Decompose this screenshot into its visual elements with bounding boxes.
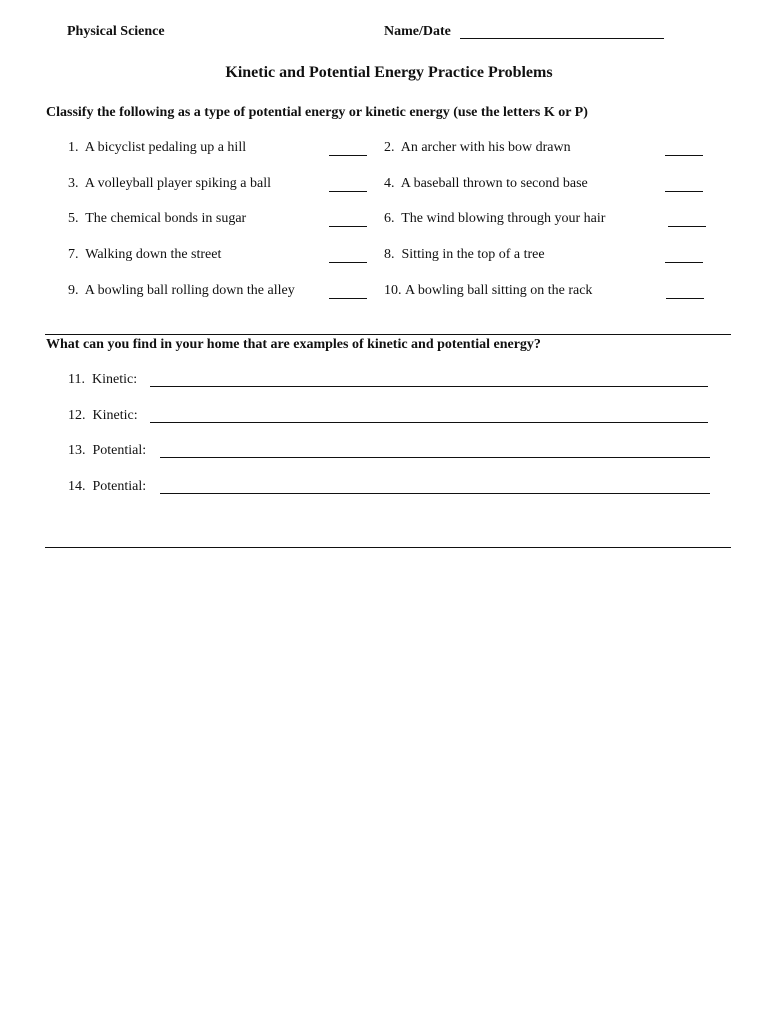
item-number: 9. [68, 283, 79, 298]
item-text: An archer with his bow drawn [400, 140, 571, 155]
item-number: 2. [384, 140, 395, 155]
item-text: Sitting in the top of a tree [401, 247, 545, 262]
item-number: 1. [68, 140, 79, 155]
item-number: 14. [68, 479, 86, 494]
list-item [384, 211, 605, 227]
list-item [68, 211, 246, 227]
answer-blank[interactable] [665, 262, 703, 263]
item-number: 3. [68, 176, 79, 191]
list-item [68, 176, 271, 192]
bottom-divider [45, 547, 731, 548]
subject-label: Physical Science [67, 24, 165, 39]
item-number: 12. [68, 408, 86, 423]
item-label: Kinetic: [91, 372, 138, 387]
list-item [68, 443, 146, 459]
list-item [68, 283, 295, 299]
answer-blank[interactable] [329, 262, 367, 263]
list-item [384, 176, 588, 192]
item-text: Walking down the street [85, 247, 222, 262]
item-number: 10. [384, 283, 402, 298]
answer-blank[interactable] [665, 191, 703, 192]
answer-line[interactable] [160, 457, 710, 458]
list-item [68, 408, 138, 424]
answer-blank[interactable] [329, 226, 367, 227]
item-label: Kinetic: [92, 408, 138, 423]
list-item [68, 140, 246, 156]
answer-line[interactable] [150, 422, 708, 423]
item-text: A bowling ball rolling down the alley [84, 283, 295, 298]
item-text: The wind blowing through your hair [401, 211, 606, 226]
section1-instruction: Classify the following as a type of potential energy or kinetic energy (use the letters K or P) [46, 105, 588, 120]
list-item [384, 140, 571, 156]
answer-blank[interactable] [329, 155, 367, 156]
section-divider [45, 334, 731, 335]
section2-question: What can you find in your home that are examples of kinetic and potential energy? [46, 337, 541, 352]
answer-blank[interactable] [665, 155, 703, 156]
list-item [68, 247, 221, 263]
answer-line[interactable] [150, 386, 708, 387]
answer-line[interactable] [160, 493, 710, 494]
item-number: 8. [384, 247, 395, 262]
name-date-blank[interactable] [460, 38, 664, 39]
list-item [384, 247, 545, 263]
item-number: 13. [68, 443, 86, 458]
list-item [68, 372, 137, 388]
list-item [384, 283, 592, 299]
item-text: A bicyclist pedaling up a hill [84, 140, 247, 155]
item-text: A baseball thrown to second base [400, 176, 588, 191]
item-text: A bowling ball sitting on the rack [405, 283, 593, 298]
item-label: Potential: [92, 479, 147, 494]
answer-blank[interactable] [329, 191, 367, 192]
list-item [68, 479, 146, 495]
item-number: 6. [384, 211, 395, 226]
item-text: The chemical bonds in sugar [85, 211, 247, 226]
item-label: Potential: [92, 443, 147, 458]
item-number: 11. [68, 372, 85, 387]
answer-blank[interactable] [668, 226, 706, 227]
item-number: 4. [384, 176, 395, 191]
worksheet-title: Kinetic and Potential Energy Practice Problems [225, 64, 553, 81]
name-date-label: Name/Date [384, 24, 451, 39]
answer-blank[interactable] [329, 298, 367, 299]
item-number: 7. [68, 247, 79, 262]
item-number: 5. [68, 211, 79, 226]
item-text: A volleyball player spiking a ball [84, 176, 271, 191]
answer-blank[interactable] [666, 298, 704, 299]
